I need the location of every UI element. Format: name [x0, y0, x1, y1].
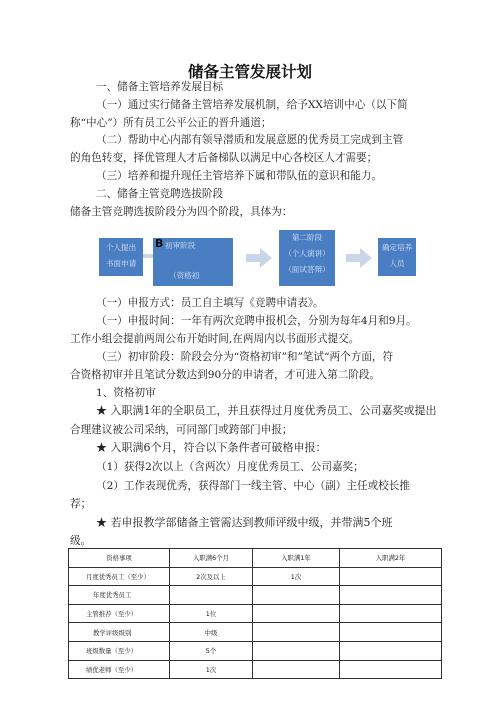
table-row — [69, 641, 442, 660]
flow-arrow-2 — [246, 248, 272, 268]
table-cell: 教学评级级别 — [69, 623, 170, 642]
table-header-row — [69, 549, 442, 568]
flow-arrow-1 — [143, 254, 153, 258]
paragraph-criterion-1b: 合理建议被公司采纳，可同部门或跨部门申报； — [70, 424, 293, 436]
flow-arrow-3 — [346, 248, 372, 268]
table-header-cell: 入职满2年 — [340, 549, 442, 568]
table-cell — [170, 586, 253, 605]
flow-step-second-line1: 第二阶段 — [291, 233, 323, 242]
paragraph-apply-method: （一）申报方式：员工自主填写《竞聘申请表》。 — [96, 297, 324, 309]
table-cell — [340, 586, 442, 605]
paragraph-apply-time-b: 工作小组会提前两周公布开始时间,在两周内以书面形式提交。 — [70, 333, 360, 345]
table-cell: 1位 — [170, 604, 253, 623]
flow-step-confirm-line2: 人员 — [389, 259, 405, 268]
table-cell: 班级数量（至少） — [69, 641, 170, 660]
paragraph-goal-1a: （一）通过实行储备主管培养发展机制，给予XX培训中心（以下简 — [96, 99, 408, 111]
table-header-cell: 资格事项 — [69, 549, 170, 568]
flow-step-second-line2: （个人演讲） — [284, 249, 330, 258]
table-row — [69, 586, 442, 605]
paragraph-criterion-1a: ★ 入职满1年的全职员工，并且获得过月度优秀员工、公司嘉奖或提出 — [96, 404, 437, 417]
subheading-qualification: 1、资格初审 — [96, 387, 156, 399]
table-cell — [253, 604, 340, 623]
flow-step-apply-line1: 个人提出 — [105, 243, 137, 252]
paragraph-goal-1b: 称“中心”）所有员工公平公正的晋升通道； — [70, 117, 272, 129]
table-row — [69, 660, 442, 679]
table-header-cell: 入职满6个月 — [170, 549, 253, 568]
table-cell — [253, 660, 340, 679]
document-title: 储备主管发展计划 — [187, 63, 312, 81]
paragraph-first-review-b: 合资格初审并且笔试分数达到90分的申请者，才可进入第二阶段。 — [70, 369, 381, 381]
flow-step-apply-line2: 书面申请 — [105, 259, 137, 268]
paragraph-criterion-3b: 级。 — [70, 535, 92, 547]
paragraph-first-review-a: （三）初审阶段：阶段会分为“资格初审”和”笔试“两个方面，符 — [96, 351, 394, 363]
paragraph-criterion-2: ★ 入职满6个月，符合以下条件者可破格申报： — [96, 441, 327, 454]
table-cell: 月度优秀员工（至少） — [69, 567, 170, 586]
table-cell — [340, 660, 442, 679]
flow-step-first-review-line1: 初审阶段 — [165, 241, 196, 250]
flow-step-second-stage — [279, 230, 335, 286]
table-cell — [340, 567, 442, 586]
flow-step-first-review — [153, 238, 233, 286]
table-cell: 1次 — [170, 660, 253, 679]
table-cell — [340, 604, 442, 623]
table-cell — [340, 623, 442, 642]
flow-step-marker: B — [155, 237, 164, 250]
table-cell — [253, 586, 340, 605]
flow-step-confirm — [378, 238, 416, 276]
table-cell: 2次及以上 — [170, 567, 253, 586]
paragraph-condition-2a: （2）工作表现优秀，获得部门一线主管、中心（副）主任或校长推 — [96, 480, 410, 492]
paragraph-criterion-3a: ★ 若申报教学部储备主管需达到教师评级中级，并带满5个班 — [96, 516, 393, 529]
flow-step-confirm-line1: 确定培养 — [381, 243, 413, 252]
paragraph-condition-2b: 荐； — [70, 498, 92, 510]
table-cell: 5个 — [170, 641, 253, 660]
flow-step-apply — [99, 238, 143, 276]
table-header-cell: 入职满1年 — [253, 549, 340, 568]
paragraph-stages-intro: 储备主管竞聘选拔阶段分为四个阶段，具体为： — [70, 206, 293, 218]
paragraph-condition-1: （1）获得2次以上（含两次）月度优秀员工、公司嘉奖； — [96, 461, 364, 473]
table-cell — [340, 641, 442, 660]
selection-flow-diagram — [96, 230, 416, 290]
table-row — [69, 567, 442, 586]
table-cell: 中级 — [170, 623, 253, 642]
qualification-table — [68, 548, 442, 679]
paragraph-goal-3: （三）培养和提升现任主管培养下属和带队伍的意识和能力。 — [96, 170, 383, 182]
table-row — [69, 604, 442, 623]
paragraph-goal-2b: 的角色转变，择优管理人才后备梯队以满足中心各校区人才需要； — [70, 152, 378, 164]
table-cell: 1次 — [253, 567, 340, 586]
table-cell: 绩优老师（至少） — [69, 660, 170, 679]
flow-step-first-review-line2: （资格初 — [169, 271, 200, 280]
section-2-heading: 二、储备主管竞聘选拔阶段 — [96, 188, 224, 200]
section-1-heading: 一、储备主管培养发展目标 — [96, 81, 224, 93]
table-cell — [253, 641, 340, 660]
paragraph-goal-2a: （二）帮助中心内部有领导潜质和发展意愿的优秀员工完成到主管 — [96, 134, 404, 146]
paragraph-apply-time-a: （一）申报时间：一年有两次竞聘申报机会，分别为每年4月和9月。 — [96, 315, 417, 327]
table-cell: 主管推荐（至少） — [69, 604, 170, 623]
flow-step-second-line3: （面试答辩） — [284, 265, 330, 274]
table-row — [69, 623, 442, 642]
table-cell — [253, 623, 340, 642]
table-cell: 年度优秀员工 — [69, 586, 170, 605]
